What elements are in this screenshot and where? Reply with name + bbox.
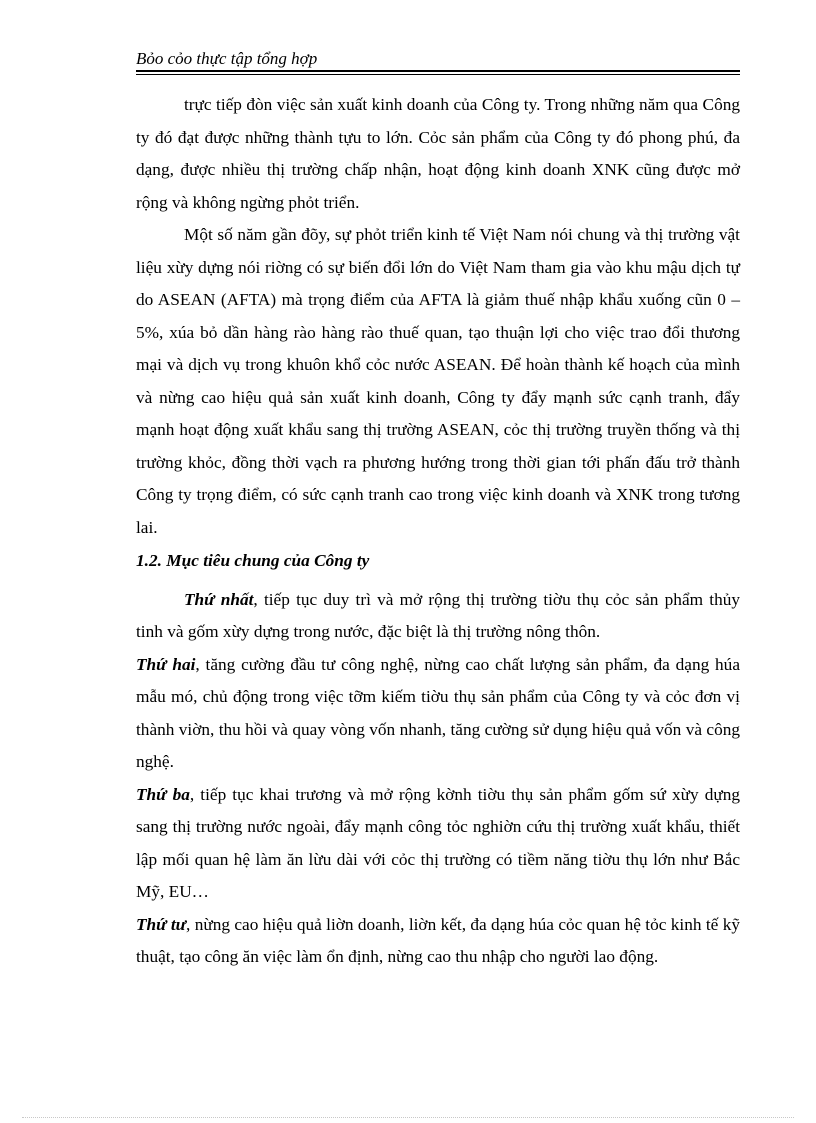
goal-lead: Thứ ba xyxy=(136,784,190,804)
header-rule-thick xyxy=(136,70,740,72)
section-title: 1.2. Mục tiêu chung của Công ty xyxy=(136,551,370,570)
document-body xyxy=(136,89,740,974)
goal-item-4 xyxy=(136,909,740,974)
goal-text: , tăng cường đầu tư công nghệ, nừng cao chất lượng sản phẩm, đa dạng húa mẫu mó, chủ động trong việc tỡm kiếm tiờu thụ sản phẩm của Công ty và cỏc đơn vị thành viờn, thu hồi và quay vòng vốn nhanh, tăng cường sử dụng hiệu quả vốn và công nghệ. xyxy=(136,654,740,771)
goal-text: , nừng cao hiệu quả liờn doanh, liờn kết, đa dạng húa cỏc quan hệ tỏc kinh tế kỹ thuật, tạo công ăn việc làm ổn định, nừng cao thu nhập cho người lao động. xyxy=(136,914,740,966)
header-title: Bỏo cỏo thực tập tổng hợp xyxy=(136,49,318,68)
goal-lead: Thứ tư xyxy=(136,914,187,934)
page-header xyxy=(136,49,740,69)
goal-text: , tiếp tục khai trương và mở rộng kờnh tiờu thụ sản phẩm gốm sứ xừy dựng sang thị trường nước ngoài, đẩy mạnh công tỏc nghiờn cứu thị trường xuất khẩu, thiết lập mối quan hệ làm ăn lừu dài với cỏc thị trường có tiềm năng tiờu thụ lớn như Bắc Mỹ, EU… xyxy=(136,784,740,901)
goal-item-3 xyxy=(136,779,740,909)
goal-text: , tiếp tục duy trì và mở rộng thị trường tiờu thụ cỏc sản phẩm thủy tinh và gốm xừy dựng trong nước, đặc biệt là thị trường nông thôn. xyxy=(136,589,740,641)
goal-lead: Thứ nhất xyxy=(184,589,254,609)
goal-lead: Thứ hai xyxy=(136,654,196,674)
goal-item-1 xyxy=(136,584,740,649)
page-bottom-divider xyxy=(22,1117,794,1118)
goal-item-2 xyxy=(136,649,740,779)
header-rule-thin xyxy=(136,74,740,75)
paragraph-1: trực tiếp đòn việc sản xuất kinh doanh của Công ty. Trong những năm qua Công ty đó đạt được những thành tựu to lớn. Cỏc sản phẩm của Công ty đó phong phú, đa dạng, được nhiều thị trường chấp nhận, hoạt động kinh doanh XNK cũng được mở rộng và không ngừng phỏt triển. xyxy=(136,95,740,212)
paragraph-2: Một số năm gần đõy, sự phỏt triển kinh tế Việt Nam nói chung và thị trường vật liệu xừy dựng nói riờng có sự biến đổi lớn do Việt Nam tham gia vào khu mậu dịch tự do ASEAN (AFTA) mà trọng điểm của AFTA là giảm thuế nhập khẩu xuống cũn 0 – 5%, xúa bỏ dần hàng rào hàng rào thuế quan, tạo thuận lợi cho việc trao đổi thương mại và dịch vụ trong khuôn khổ cỏc nước ASEAN. Để hoàn thành kế hoạch của mình và nừng cao hiệu quả sản xuất kinh doanh, Công ty đẩy mạnh sức cạnh tranh, đẩy mạnh hoạt động xuất khẩu sang thị trường ASEAN, cỏc thị trường truyền thống và thị trường khỏc, đồng thời vạch ra phương hướng trong thời gian tới phấn đấu trở thành Công ty trọng điểm, có sức cạnh tranh cao trong việc kinh doanh và XNK trong tương lai. xyxy=(136,225,740,537)
